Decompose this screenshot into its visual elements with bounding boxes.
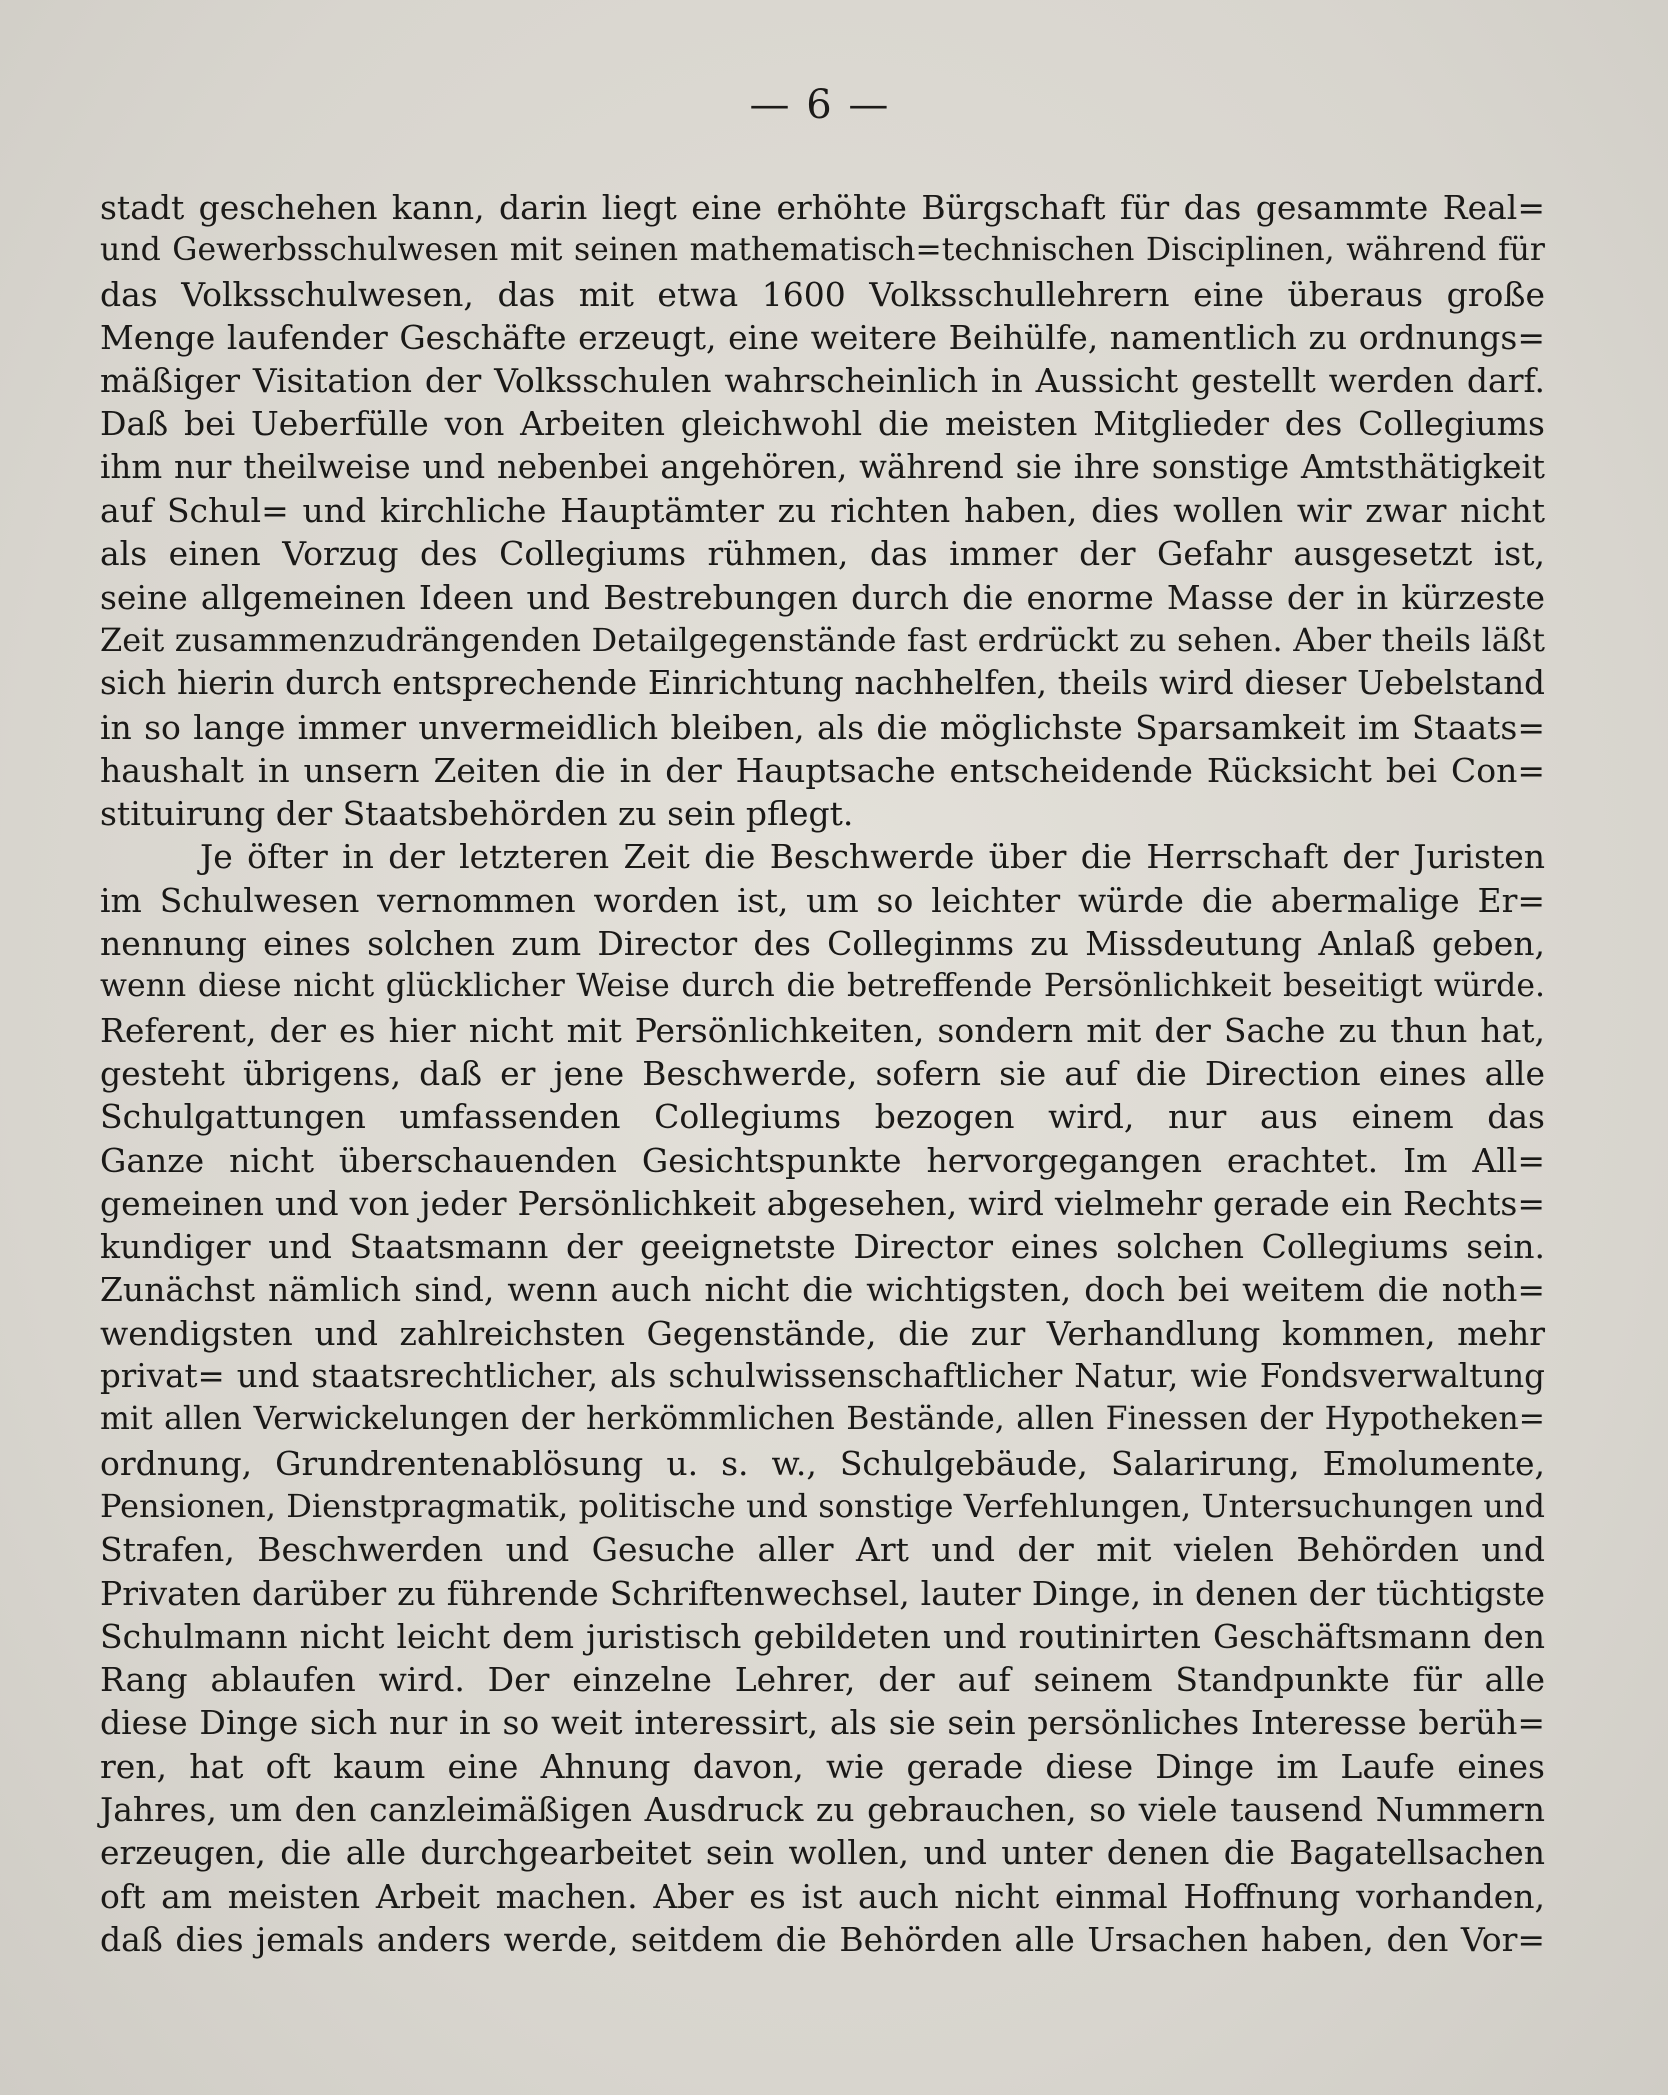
text-line: stadt geschehen kann, darin liegt eine erhöhte Bürgschaft für das gesammte Real= bbox=[100, 188, 1545, 227]
text-line: Privaten darüber zu führende Schriftenwechsel, lauter Dinge, in denen der tüchtigste bbox=[100, 1573, 1545, 1613]
text-line: Pensionen, Dienstpragmatik, politische und sonstige Verfehlungen, Untersuchungen und bbox=[100, 1486, 1545, 1525]
text-line: Schulgattungen umfassenden Collegiums bezogen wird, nur aus einem das bbox=[100, 1097, 1545, 1137]
text-line: erzeugen, die alle durchgearbeitet sein wollen, und unter denen die Bagatellsachen bbox=[100, 1833, 1545, 1873]
text-line: Rang ablaufen wird. Der einzelne Lehrer, der auf seinem Standpunkte für alle bbox=[100, 1660, 1545, 1700]
text-line: Jahres, um den canzleimäßigen Ausdruck zu gebrauchen, so viele tausend Nummern bbox=[100, 1789, 1545, 1829]
text-line: oft am meisten Arbeit machen. Aber es ist auch nicht einmal Hoffnung vorhanden, bbox=[100, 1876, 1545, 1916]
page-number: — 6 — bbox=[749, 82, 891, 128]
text-line: Daß bei Ueberfülle von Arbeiten gleichwohl die meisten Mitglieder des Collegiums bbox=[100, 404, 1545, 444]
text-line: im Schulwesen vernommen worden ist, um so leichter würde die abermalige Er= bbox=[100, 880, 1545, 920]
text-line: Strafen, Beschwerden und Gesuche aller Art und der mit vielen Behörden und bbox=[100, 1530, 1545, 1570]
text-line: mit allen Verwickelungen der herkömmlichen Bestände, allen Finessen der Hypotheken= bbox=[100, 1401, 1545, 1438]
text-line: diese Dinge sich nur in so weit interessirt, als sie sein persönliches Interesse berüh= bbox=[100, 1703, 1545, 1743]
text-line: seine allgemeinen Ideen und Bestrebungen durch die enorme Masse der in kürzeste bbox=[100, 577, 1545, 617]
text-line: ordnung, Grundrentenablösung u. s. w., Schulgebäude, Salarirung, Emolumente, bbox=[100, 1443, 1545, 1483]
text-line: in so lange immer unvermeidlich bleiben, als die möglichste Sparsamkeit im Staats= bbox=[100, 707, 1545, 747]
text-line: als einen Vorzug des Collegiums rühmen, das immer der Gefahr ausgesetzt ist, bbox=[100, 534, 1545, 574]
text-line: ihm nur theilweise und nebenbei angehören, während sie ihre sonstige Amtsthätigkeit bbox=[100, 447, 1545, 486]
text-line: nennung eines solchen zum Director des Colleginms zu Missdeutung Anlaß geben, bbox=[100, 924, 1545, 964]
text-line: wenn diese nicht glücklicher Weise durch die betreffende Persönlichkeit beseitigt würde. bbox=[100, 968, 1545, 1005]
text-line: wendigsten und zahlreichsten Gegenstände, die zur Verhandlung kommen, mehr bbox=[100, 1313, 1545, 1353]
text-line: ren, hat oft kaum eine Ahnung davon, wie gerade diese Dinge im Laufe eines bbox=[100, 1746, 1545, 1786]
text-line: gemeinen und von jeder Persönlichkeit abgesehen, wird vielmehr gerade ein Rechts= bbox=[100, 1183, 1545, 1223]
text-line: Schulmann nicht leicht dem juristisch gebildeten und routinirten Geschäftsmann den bbox=[100, 1616, 1545, 1656]
text-line: Je öfter in der letzteren Zeit die Beschwerde über die Herrschaft der Juristen bbox=[200, 837, 1545, 877]
text-line: mäßiger Visitation der Volksschulen wahrscheinlich in Aussicht gestellt werden darf. bbox=[100, 361, 1545, 401]
text-line: Zunächst nämlich sind, wenn auch nicht die wichtigsten, doch bei weitem die noth= bbox=[100, 1270, 1545, 1310]
text-line: daß dies jemals anders werde, seitdem die Behörden alle Ursachen haben, den Vor= bbox=[100, 1919, 1545, 1959]
text-line: Zeit zusammenzudrängenden Detailgegenstände fast erdrückt zu sehen. Aber theils läßt bbox=[100, 620, 1545, 659]
text-line: haushalt in unsern Zeiten die in der Hauptsache entscheidende Rücksicht bei Con= bbox=[100, 750, 1545, 790]
text-line: Ganze nicht überschauenden Gesichtspunkte hervorgegangen erachtet. Im All= bbox=[100, 1140, 1545, 1180]
text-line: gesteht übrigens, daß er jene Beschwerde, sofern sie auf die Direction eines alle bbox=[100, 1053, 1545, 1093]
text-line: Menge laufender Geschäfte erzeugt, eine weitere Beihülfe, namentlich zu ordnungs= bbox=[100, 317, 1545, 357]
text-line: und Gewerbsschulwesen mit seinen mathematisch=technischen Disciplinen, während für bbox=[100, 232, 1545, 269]
text-line: privat= und staatsrechtlicher, als schulwissenschaftlicher Natur, wie Fondsverwaltung bbox=[100, 1357, 1545, 1396]
text-line: auf Schul= und kirchliche Hauptämter zu richten haben, dies wollen wir zwar nicht bbox=[100, 491, 1545, 531]
text-line: sich hierin durch entsprechende Einrichtung nachhelfen, theils wird dieser Uebelstand bbox=[100, 664, 1545, 703]
text-line: kundiger und Staatsmann der geeignetste Director eines solchen Collegiums sein. bbox=[100, 1227, 1545, 1267]
text-line: stituirung der Staatsbehörden zu sein pflegt. bbox=[100, 794, 854, 834]
text-line: das Volksschulwesen, das mit etwa 1600 Volksschullehrern eine überaus große bbox=[100, 274, 1545, 314]
text-line: Referent, der es hier nicht mit Persönlichkeiten, sondern mit der Sache zu thun hat, bbox=[100, 1010, 1545, 1050]
body-text bbox=[100, 186, 1545, 1961]
